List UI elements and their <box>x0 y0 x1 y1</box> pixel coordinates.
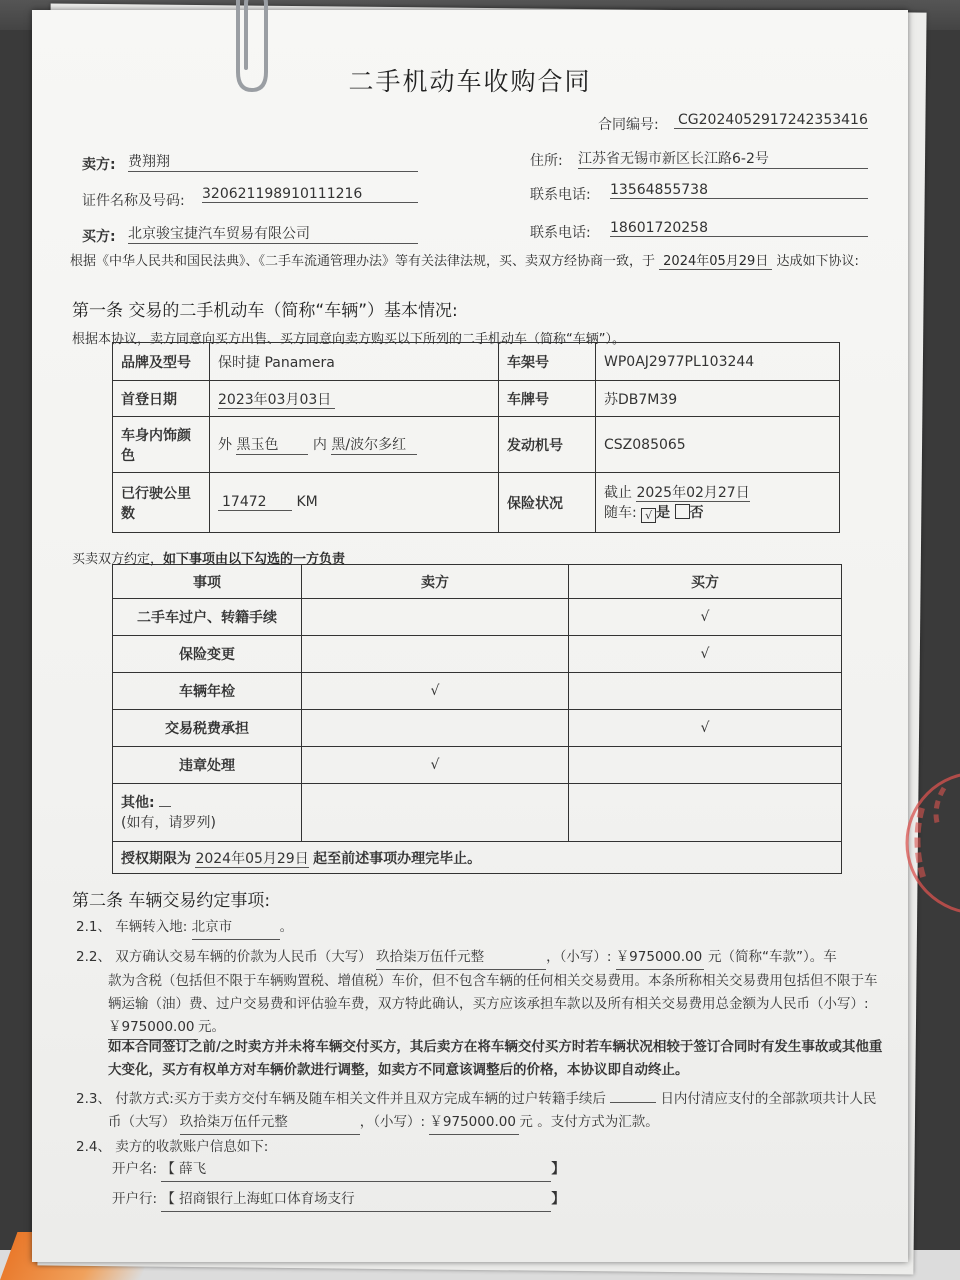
buyer-label: 买方: <box>82 229 116 245</box>
brand-value: 保时捷 Panamera <box>210 343 499 381</box>
contract-page <box>32 10 908 1262</box>
exterior-color-value: 黑玉色 <box>236 434 308 455</box>
col-seller: 卖方 <box>302 565 569 599</box>
address-label: 住所: <box>530 153 563 169</box>
vin-label: 车架号 <box>499 343 596 381</box>
table-row <box>113 784 842 842</box>
col-buyer: 买方 <box>569 565 842 599</box>
engine-label: 发动机号 <box>499 417 596 473</box>
seller-check[interactable]: √ <box>302 747 569 784</box>
seller-check[interactable] <box>302 599 569 636</box>
seller-id-label: 证件名称及号码: <box>82 193 185 209</box>
contract-no-value: CG2024052917242353416 <box>674 112 868 129</box>
payment-upper: 玖拾柒万伍仟元整 <box>180 1111 360 1135</box>
table-row: 二手车过户、转籍手续 √ <box>113 599 842 636</box>
seller-name: 费翔翔 <box>128 151 418 172</box>
auth-label: 授权期限为 <box>121 850 191 867</box>
reg-date-label: 首登日期 <box>113 381 210 417</box>
paper-clip-icon <box>216 0 276 100</box>
table-row: 保险变更 √ <box>113 636 842 673</box>
article2-heading: 第二条 车辆交易约定事项: <box>72 891 271 911</box>
insurance-yes-checkbox[interactable]: √ <box>641 508 656 523</box>
total-amount: ￥975000.00 <box>108 1016 198 1040</box>
seller-check[interactable]: √ <box>302 673 569 710</box>
seller-label: 卖方: <box>82 157 116 173</box>
vehicle-info-table: 品牌及型号 保时捷 Panamera 车架号 WP0AJ2977PL103244 首登日期 2023年03月03日 车牌号 苏DB7M39 车身内饰颜色 外 黑玉色 内 黑/波尔多红 发动机号 CSZ085065 已行驶公里数 17472 KM 保险状况 截止 2025年02月27日 随车: √ 是 否 <box>112 342 840 533</box>
table-row: 车辆年检 √ <box>113 673 842 710</box>
payment-lower: ￥975000.00 <box>429 1111 519 1135</box>
buyer-check[interactable]: √ <box>569 710 842 747</box>
vin-value: WP0AJ2977PL103244 <box>596 343 840 381</box>
other-label: 其他: <box>121 794 155 811</box>
seller-check[interactable] <box>302 636 569 673</box>
insurance-until-value: 2025年02月27日 <box>636 484 750 501</box>
clause-2-3: 2.3、 付款方式:买方于卖方交付车辆及随车相关文件并且双方完成车辆的过户转籍手续后 日内付清应支付的全部款项共计人民 币（大写） 玖拾柒万伍仟元整 ，（小写）: ￥975000.00 元 。支付方式为汇款。 <box>76 1088 896 1135</box>
seller-id-value: 320621198910111216 <box>202 186 418 203</box>
color-label: 车身内饰颜色 <box>113 417 210 473</box>
buyer-check[interactable]: √ <box>569 599 842 636</box>
price-lower: ￥975000.00 <box>616 946 704 970</box>
plate-value: 苏DB7M39 <box>596 381 840 417</box>
buyer-name: 北京骏宝捷汽车贸易有限公司 <box>128 223 418 244</box>
engine-value: CSZ085065 <box>596 417 840 473</box>
buyer-check[interactable] <box>569 747 842 784</box>
seller-phone-label: 联系电话: <box>530 187 591 203</box>
brand-label: 品牌及型号 <box>113 343 210 381</box>
buyer-check[interactable]: √ <box>569 636 842 673</box>
clause-2-4: 2.4、 卖方的收款账户信息如下: <box>76 1139 269 1155</box>
responsibility-table: 事项 卖方 买方 二手车过户、转籍手续 √ 保险变更 √ 车辆年检 √ 交易税费承担 √ 违章处理 √ 其他: (如有，请罗列) 授权期限为 2024年05月29日 起至前述事项办理完毕止。 <box>112 564 842 874</box>
mileage-label: 已行驶公里数 <box>113 473 210 533</box>
contract-no-label: 合同编号: <box>598 117 659 133</box>
clause-2-1: 2.1、 车辆转入地: 北京市 。 <box>76 916 293 940</box>
transfer-location: 北京市 <box>192 916 280 940</box>
price-upper: 玖拾柒万伍仟元整 <box>376 946 546 970</box>
bank-value: 招商银行上海虹口体育场支行 <box>179 1191 355 1207</box>
plate-label: 车牌号 <box>499 381 596 417</box>
auth-date: 2024年05月29日 <box>195 850 309 867</box>
seller-check[interactable] <box>302 710 569 747</box>
article1-heading: 第一条 交易的二手机动车（简称“车辆”）基本情况: <box>72 301 458 321</box>
buyer-check[interactable] <box>569 673 842 710</box>
table-row: 交易税费承担 √ <box>113 710 842 747</box>
address-value: 江苏省无锡市新区长江路6-2号 <box>578 148 868 169</box>
company-seal-icon <box>852 768 960 918</box>
account-name-value: 薛飞 <box>179 1161 207 1177</box>
account-name-row: 开户名: 【 薛飞 】 <box>112 1158 565 1182</box>
document-title: 二手机动车收购合同 <box>348 67 592 96</box>
col-item: 事项 <box>113 565 302 599</box>
buyer-phone-label: 联系电话: <box>530 225 591 241</box>
payment-days <box>610 1102 656 1103</box>
table-row: 违章处理 √ <box>113 747 842 784</box>
mileage-value: 17472 <box>218 494 292 511</box>
preamble: 根据《中华人民共和国民法典》、《二手车流通管理办法》等有关法律法规，买、卖双方经协商一致，于 2024年05月29日 达成如下协议: <box>70 254 859 269</box>
bank-row: 开户行: 【 招商银行上海虹口体育场支行 】 <box>112 1188 565 1212</box>
responsibility-intro: 买卖双方约定，如下事项由以下勾选的一方负责 <box>72 552 346 567</box>
insurance-label: 保险状况 <box>499 473 596 533</box>
mileage-unit: KM <box>296 494 318 510</box>
preamble-date: 2024年05月29日 <box>659 254 772 270</box>
clause-2-2: 2.2、 双方确认交易车辆的价款为人民币（大写） 玖拾柒万伍仟元整 ，（小写）: ￥975000.00 元（简称“车款”）。车 款为含税（包括但不限于车辆购置税、增值税）车价，但不包含车辆的任何相关交易费用。本条所称相关交易费用包括但不限于车 辆运输（油）费、过户交易费和评估验车费，双方特此确认，买方应该承担车款以及所有相关交易费用总金额为人民币（小写）: ￥975000.00 元。 <box>76 946 896 1040</box>
insurance-no-checkbox[interactable] <box>675 504 690 519</box>
reg-date-value: 2023年03月03日 <box>218 392 335 409</box>
interior-color-value: 黑/波尔多红 <box>331 434 417 455</box>
seller-phone-value: 13564855738 <box>610 182 868 199</box>
adjustment-clause: 如本合同签订之前/之时卖方并未将车辆交付买方，其后卖方在将车辆交付买方时若车辆状况相较于签订合同时有发生事故或其他重 大变化，买方有权单方对车辆价款进行调整，如卖方不同意该调整后的价格，本协议即自动终止。 <box>108 1039 883 1078</box>
other-note: (如有，请罗列) <box>121 814 216 831</box>
article1-intro: 根据本协议，卖方同意向买方出售、买方同意向卖方购买以下所列的二手机动车（简称“车辆”）。 <box>72 332 625 347</box>
buyer-phone-value: 18601720258 <box>610 220 868 237</box>
